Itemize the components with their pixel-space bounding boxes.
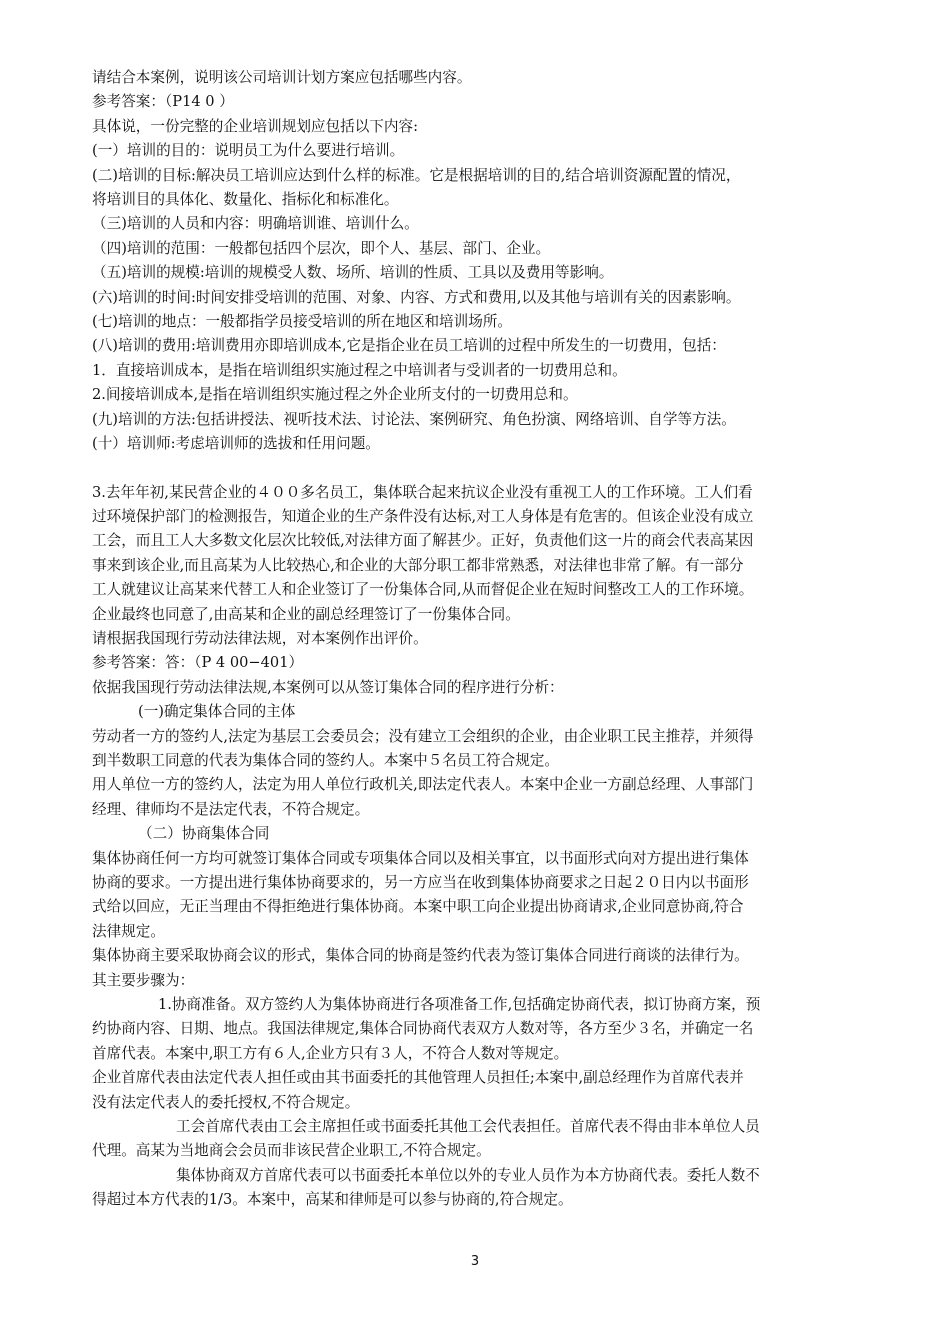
text-line: 法律规定。 <box>92 922 165 940</box>
list-item: （四)培训的范围：一般都包括四个层次，即个人、基层、部门、企业。 <box>92 239 551 257</box>
text-line: 式给以回应，无正当理由不得拒绝进行集体协商。本案中职工向企业提出协商请求,企业同意协商,符合 <box>92 898 744 916</box>
list-item: （三)培训的人员和内容：明确培训谁、培训什么。 <box>92 215 419 233</box>
text-line: 集体协商任何一方均可就签订集体合同或专项集体合同以及相关事宜，以书面形式向对方提出进行集体 <box>92 849 749 867</box>
text-line: 得超过本方代表的1/3。本案中，高某和律师是可以参与协商的,符合规定。 <box>92 1191 573 1209</box>
text-line: 代理。高某为当地商会会员而非该民营企业职工,不符合规定。 <box>92 1142 491 1160</box>
text-line: 协商的要求。一方提出进行集体协商要求的，另一方应当在收到集体协商要求之日起２０日内以书面形 <box>92 874 749 891</box>
text-line: 没有法定代表人的委托授权,不符合规定。 <box>92 1093 360 1111</box>
list-item: (八)培训的费用:培训费用亦即培训成本,它是指企业在员工培训的过程中所发生的一切费用，包括： <box>92 337 726 355</box>
case-text-line: 事来到该企业,而且高某为人比较热心,和企业的大部分职工都非常熟悉，对法律也非常了解。有一部分 <box>92 556 744 574</box>
text-line: 经理、律师均不是法定代表，不符合规定。 <box>92 800 370 818</box>
list-item: (七)培训的地点：一般都指学员接受培训的所在地区和培训场所。 <box>92 313 513 331</box>
text-line: 约协商内容、日期、地点。我国法律规定,集体合同协商代表双方人数对等，各方至少３名，并确定一名 <box>92 1020 754 1038</box>
page-number: 3 <box>470 1254 480 1269</box>
text-line: 劳动者一方的签约人,法定为基层工会委员会；没有建立工会组织的企业，由企业职工民主推荐，并须得 <box>92 727 754 745</box>
list-item: 1．直接培训成本，是指在培训组织实施过程之中培训者与受训者的一切费用总和。 <box>92 361 627 379</box>
list-item: (六)培训的时间:时间安排受培训的范围、对象、内容、方式和费用,以及其他与培训有关的因素影响。 <box>92 288 741 306</box>
list-item: 2.间接培训成本,是指在培训组织实施过程之外企业所支付的一切费用总和。 <box>92 386 578 404</box>
answer-reference: 参考答案：答：（P 4 00−401） <box>92 654 304 672</box>
text-line: 首席代表。本案中,职工方有６人,企业方只有３人，不符合人数对等规定。 <box>92 1044 569 1062</box>
case-text-line: 过环境保护部门的检测报告，知道企业的生产条件没有达标,对工人身体是有危害的。但该企业没有成立 <box>92 507 754 525</box>
list-item: (一）培训的目的：说明员工为什么要进行培训。 <box>92 142 405 160</box>
text-line: 到半数职工同意的代表为集体合同的签约人。本案中５名员工符合规定。 <box>92 751 560 769</box>
question-line: 请结合本案例，说明该公司培训计划方案应包括哪些内容。 <box>92 69 472 86</box>
case-text-line: 工会，而且工人大多数文化层次比较低,对法律方面了解甚少。正好，负责他们这一片的商会代表高某因 <box>92 532 754 550</box>
text-line: 工会首席代表由工会主席担任或书面委托其他工会代表担任。首席代表不得由非本单位人员 <box>176 1118 760 1136</box>
list-item: (十）培训师:考虑培训师的选拔和任用问题。 <box>92 435 380 453</box>
answer-reference: 参考答案：（P14 0 ） <box>92 93 234 111</box>
text-line: 集体协商双方首席代表可以书面委托本单位以外的专业人员作为本方协商代表。委托人数不 <box>176 1166 760 1184</box>
case-text-line: 企业最终也同意了,由高某和企业的副总经理签订了一份集体合同。 <box>92 605 520 623</box>
case-text-line: 工人就建议让高某来代替工人和企业签订了一份集体合同,从而督促企业在短时间整改工人的工作环境。 <box>92 581 754 599</box>
text-line: 将培训目的具体化、数量化、指标化和标准化。 <box>92 191 399 209</box>
question-line: 请根据我国现行劳动法律法规，对本案例作出评价。 <box>92 629 428 647</box>
text-line: 用人单位一方的签约人，法定为用人单位行政机关,即法定代表人。本案中企业一方副总经理、人事部门 <box>92 776 754 794</box>
section-heading: (一)确定集体合同的主体 <box>138 703 296 721</box>
paragraph-gap <box>92 457 862 481</box>
list-item: (二)培训的目标:解决员工培训应达到什么样的标准。它是根据培训的目的,结合培训资源配置的情况， <box>92 166 741 184</box>
text-line: 依据我国现行劳动法律法规,本案例可以从签订集体合同的程序进行分析： <box>92 678 564 696</box>
case-text-line: 3.去年年初,某民营企业的４００多名员工，集体联合起来抗议企业没有重视工人的工作环境。工人们看 <box>92 483 753 501</box>
text-line: 企业首席代表由法定代表人担任或由其书面委托的其他管理人员担任;本案中,副总经理作为首席代表并 <box>92 1069 744 1087</box>
list-item: （五)培训的规模:培训的规模受人数、场所、培训的性质、工具以及费用等影响。 <box>92 264 614 282</box>
text-line: 集体协商主要采取协商会议的形式，集体合同的协商是签约代表为签订集体合同进行商谈的法律行为。 <box>92 947 749 965</box>
step-line: 1.协商准备。双方签约人为集体协商进行各项准备工作,包括确定协商代表，拟订协商方案，预 <box>158 996 761 1014</box>
document-body <box>92 66 862 1213</box>
list-item: (九)培训的方法:包括讲授法、视听技术法、讨论法、案例研究、角色扮演、网络培训、自学等方法。 <box>92 410 736 428</box>
text-line: 具体说，一份完整的企业培训规划应包括以下内容: <box>92 117 418 135</box>
text-line: 其主要步骤为： <box>92 971 195 989</box>
section-heading: （二）协商集体合同 <box>138 825 270 843</box>
